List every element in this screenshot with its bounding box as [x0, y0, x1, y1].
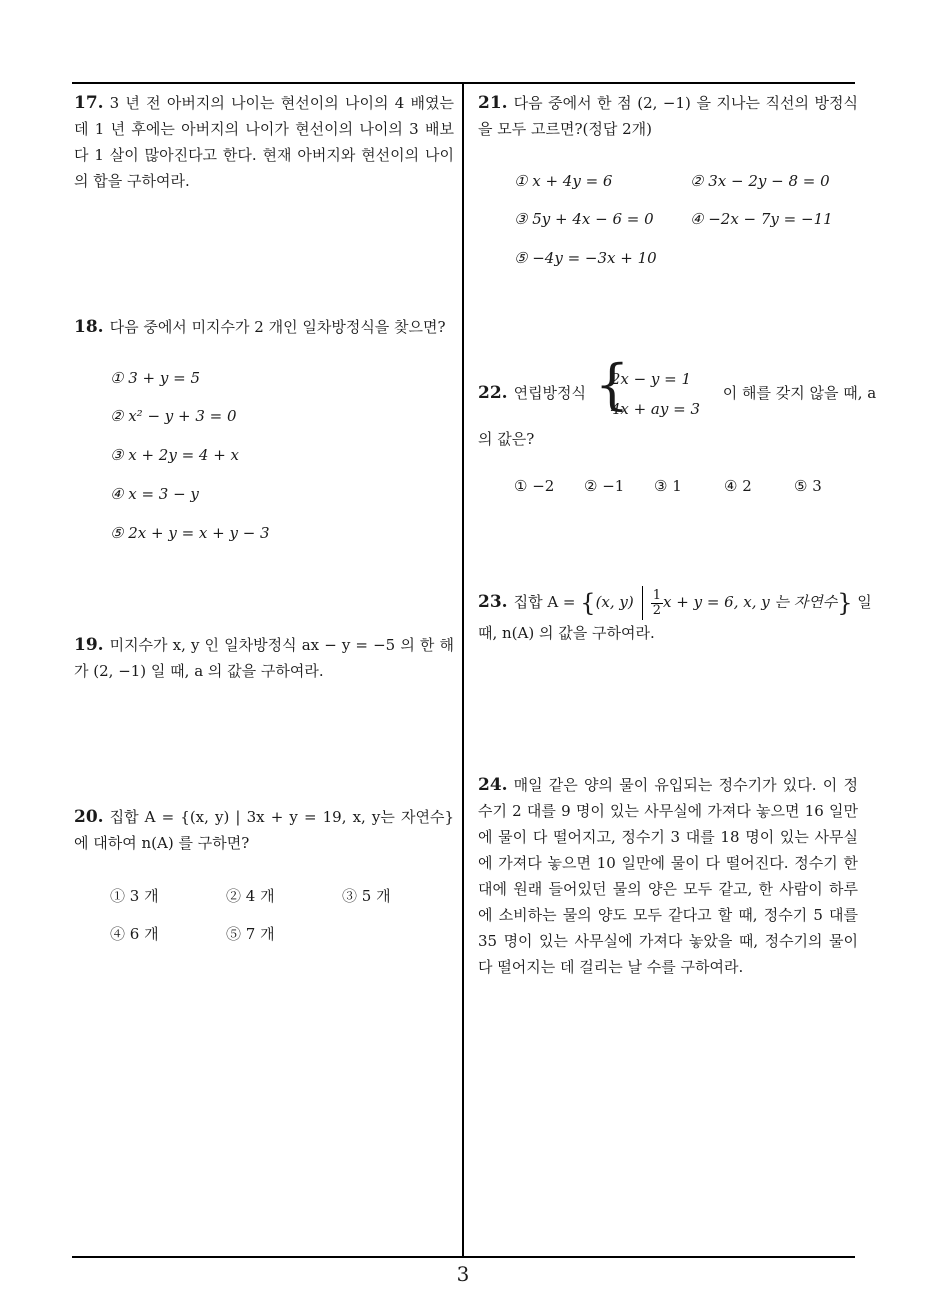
question-number: 24. [478, 775, 508, 795]
q18-choice-2[interactable]: ② x² − y + 3 = 0 [110, 407, 237, 425]
question-18-body [74, 314, 454, 340]
bottom-rule [72, 1256, 855, 1258]
question-23-line1 [478, 586, 872, 620]
left-brace-icon: { [594, 353, 630, 416]
question-number: 23. [478, 592, 508, 612]
set-bar-icon [642, 586, 643, 620]
question-18 [74, 314, 454, 340]
question-17 [74, 90, 454, 194]
equation-1: 2x − y = 1 [610, 370, 692, 388]
question-lead: 연립방정식 [513, 384, 587, 402]
question-23 [478, 586, 872, 646]
q20-choice-4[interactable]: ④ 6 개 [110, 925, 159, 943]
close-brace-icon: } [837, 589, 853, 617]
equation-system [594, 353, 700, 424]
question-text: 미지수가 x, y 인 일차방정식 ax − y = −5 의 한 해가 (2, −1) 일 때, a 의 값을 구하여라. [74, 636, 454, 680]
question-19 [74, 632, 454, 684]
q21-choice-5[interactable]: ⑤ −4y = −3x + 10 [514, 249, 657, 267]
fraction [651, 589, 663, 618]
question-22 [478, 353, 877, 452]
question-20 [74, 804, 454, 856]
set-lead: 집합 A = [513, 593, 576, 611]
question-line-2: 때, n(A) 의 값을 구하여라. [478, 624, 655, 642]
question-tail: 이 해를 갖지 않을 때, a [722, 384, 877, 402]
fraction-numerator: 1 [652, 587, 662, 603]
open-brace-icon: { [580, 589, 596, 617]
question-22-line1 [478, 353, 877, 424]
question-number: 18. [74, 317, 104, 337]
question-number: 17. [74, 93, 104, 113]
question-number: 19. [74, 635, 104, 655]
q22-choice-3[interactable]: ③ 1 [654, 477, 682, 495]
set-pair: (x, y) [595, 593, 634, 611]
question-21-body [478, 90, 858, 142]
question-17-body [74, 90, 454, 194]
q22-choice-5[interactable]: ⑤ 3 [794, 477, 822, 495]
question-24-body [478, 772, 858, 980]
q20-choice-3[interactable]: ③ 5 개 [342, 887, 391, 905]
q22-choice-2[interactable]: ② −1 [584, 477, 625, 495]
q18-choice-3[interactable]: ③ x + 2y = 4 + x [110, 446, 240, 464]
set-condition: x + y = 6, x, y 는 자연수 [663, 593, 838, 611]
q22-choice-4[interactable]: ④ 2 [724, 477, 752, 495]
equation-2: 4x + ay = 3 [610, 400, 700, 418]
q21-choice-1[interactable]: ① x + 4y = 6 [514, 172, 613, 190]
question-text: 3 년 전 아버지의 나이는 현선이의 나이의 4 배였는데 1 년 후에는 아버지의 나이가 현선이의 나이의 3 배보다 1 살이 많아진다고 한다. 현재 아버지와 현선이의 나이의 합을 구하여라. [74, 94, 454, 190]
q21-choice-2[interactable]: ② 3x − 2y − 8 = 0 [690, 172, 830, 190]
question-tail-2: 의 값은? [478, 430, 535, 448]
question-19-body [74, 632, 454, 684]
column-divider [462, 82, 464, 1257]
q18-choice-1[interactable]: ① 3 + y = 5 [110, 369, 200, 387]
q21-choice-3[interactable]: ③ 5y + 4x − 6 = 0 [514, 210, 654, 228]
q22-choice-1[interactable]: ① −2 [514, 477, 555, 495]
question-text: 집합 A = {(x, y) | 3x + y = 19, x, y는 자연수} 에 대하여 n(A) 를 구하면? [74, 808, 454, 852]
page-number: 3 [456, 1262, 470, 1286]
question-number: 20. [74, 807, 104, 827]
question-number: 22. [478, 383, 508, 403]
q20-choice-5[interactable]: ⑤ 7 개 [226, 925, 275, 943]
question-text: 매일 같은 양의 물이 유입되는 정수기가 있다. 이 정수기 2 대를 9 명이 있는 사무실에 가져다 놓으면 16 일만에 물이 다 떨어지고, 정수기 3 대를 18 명이 있는 사무실에 가져다 놓으면 10 일만에 물이 다 떨어진다. 정수기 한 대에 원래 들어있던 물의 양은 모두 같고, 한 사람이 하루에 소비하는 물의 양도 모두 같다고 할 때, 정수기 5 대를 35 명이 있는 사무실에 가져다 놓았을 때, 정수기의 물이 다 떨어지는 데 걸리는 날 수를 구하여라. [478, 776, 858, 976]
q20-choice-2[interactable]: ② 4 개 [226, 887, 275, 905]
question-text: 다음 중에서 미지수가 2 개인 일차방정식을 찾으면? [109, 318, 446, 336]
q21-choice-4[interactable]: ④ −2x − 7y = −11 [690, 210, 833, 228]
question-number: 21. [478, 93, 508, 113]
q18-choice-4[interactable]: ④ x = 3 − y [110, 485, 199, 503]
q18-choice-5[interactable]: ⑤ 2x + y = x + y − 3 [110, 524, 270, 542]
question-text: 다음 중에서 한 점 (2, −1) 을 지나는 직선의 방정식을 모두 고르면?(정답 2개) [478, 94, 858, 138]
q20-choice-1[interactable]: ① 3 개 [110, 887, 159, 905]
question-20-body [74, 804, 454, 856]
question-21 [478, 90, 858, 142]
question-tail: 일 [857, 593, 872, 611]
question-24 [478, 772, 858, 980]
fraction-denominator: 2 [652, 602, 662, 618]
top-rule [72, 82, 855, 84]
